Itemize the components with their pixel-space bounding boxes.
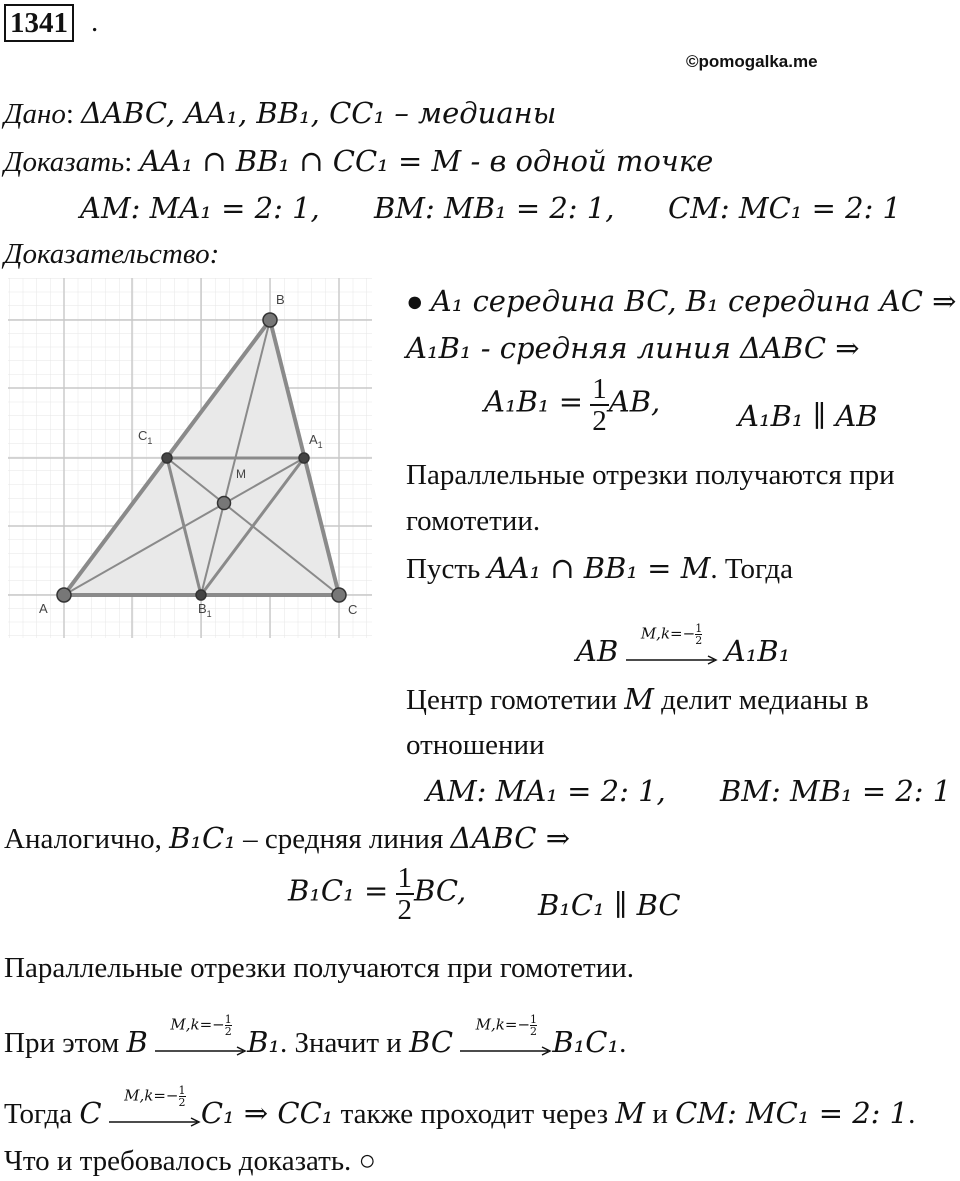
point-m [218, 497, 231, 510]
label-c1: $C_1$ [138, 428, 153, 446]
eq1: A₁B₁ = $\frac{1}{2}$ AB, [484, 373, 661, 437]
problem-number-dot: . [91, 6, 99, 38]
watermark: ©pomogalka.me [686, 52, 818, 71]
eq1-parallel: A₁B₁ ∥ AB [738, 399, 878, 433]
p9: Тогда C M,k=− $\frac{1}{2}$ C₁ ⇒ CC₁ также проходит через M и CM: MC₁ = 2: 1. [4, 1084, 916, 1130]
homothety-arrow-c: M,k=− $\frac{1}{2}$ [109, 1101, 201, 1131]
problem-number: 1341 [4, 4, 74, 42]
l1b: A₁B₁ - средняя линия ΔABC ⇒ [406, 331, 860, 365]
p2: гомотетии. [406, 505, 541, 537]
prove-statement: AA₁ ∩ BB₁ ∩ CC₁ = M - в одной точке [139, 144, 714, 178]
homothety-arrow: M,k=− $\frac{1}{2}$ [626, 639, 718, 669]
label-b: B [276, 292, 285, 307]
prove-label: Доказать [4, 146, 125, 178]
p7: Параллельные отрезки получаются при гомотетии. [4, 952, 634, 984]
point-b1 [196, 590, 206, 600]
p5: отношении [406, 729, 545, 761]
p1: Параллельные отрезки получаются при [406, 459, 895, 491]
p3: Пусть AA₁ ∩ BB₁ = M. Тогда [406, 551, 794, 585]
r1: AM: MA₁ = 2: 1, [426, 774, 666, 808]
line-bullet [406, 283, 956, 320]
label-m: M [236, 467, 246, 481]
bullet-icon: ● [406, 286, 424, 318]
given-label: Дано [4, 98, 66, 130]
eq2: B₁C₁ = $\frac{1}{2}$ BC, [288, 862, 467, 926]
label-c: C [348, 602, 358, 617]
proof-label: Доказательство: [4, 238, 220, 270]
prove-ratio-1: AM: MA₁ = 2: 1, [80, 191, 320, 225]
given-line: Дано: ΔABC, AA₁, BB₁, CC₁ – медианы [4, 96, 557, 130]
prove-ratio-2: BM: MB₁ = 2: 1, [374, 191, 615, 225]
given-text: ΔABC, AA₁, BB₁, CC₁ – медианы [81, 96, 557, 130]
p4: Центр гомотетии M делит медианы в [406, 682, 869, 716]
prove-ratio-3: CM: MC₁ = 2: 1 [668, 191, 902, 225]
p8: При этом B M,k=− $\frac{1}{2}$ B₁. Значит и BC M,k=− $\frac{1}{2}$ B₁C₁. [4, 1013, 627, 1059]
point-a1 [299, 453, 309, 463]
eq2-parallel: B₁C₁ ∥ BC [538, 888, 681, 922]
label-a: A [39, 601, 48, 616]
point-b [263, 313, 277, 327]
p6: Аналогично, B₁C₁ – средняя линия ΔABC ⇒ [4, 821, 570, 855]
point-a [57, 588, 71, 602]
p10: Что и требовалось доказать. ○ [4, 1145, 377, 1177]
triangle-figure [8, 278, 372, 643]
r2: BM: MB₁ = 2: 1 [720, 774, 952, 808]
triangle-svg [8, 278, 372, 638]
l1a: A₁ середина BC, B₁ середина AC ⇒ [430, 284, 957, 318]
prove-line: Доказать: AA₁ ∩ BB₁ ∩ CC₁ = M - в одной точке [4, 144, 714, 178]
homothety-arrow-b: M,k=− $\frac{1}{2}$ [155, 1030, 247, 1060]
point-c1 [162, 453, 172, 463]
label-b1: $B_1$ [198, 601, 212, 619]
label-a1: $A_1$ [309, 432, 323, 450]
point-c [332, 588, 346, 602]
map-ab: AB M,k=− $\frac{1}{2}$ A₁B₁ [576, 622, 791, 668]
homothety-arrow-bc: M,k=− $\frac{1}{2}$ [460, 1030, 552, 1060]
